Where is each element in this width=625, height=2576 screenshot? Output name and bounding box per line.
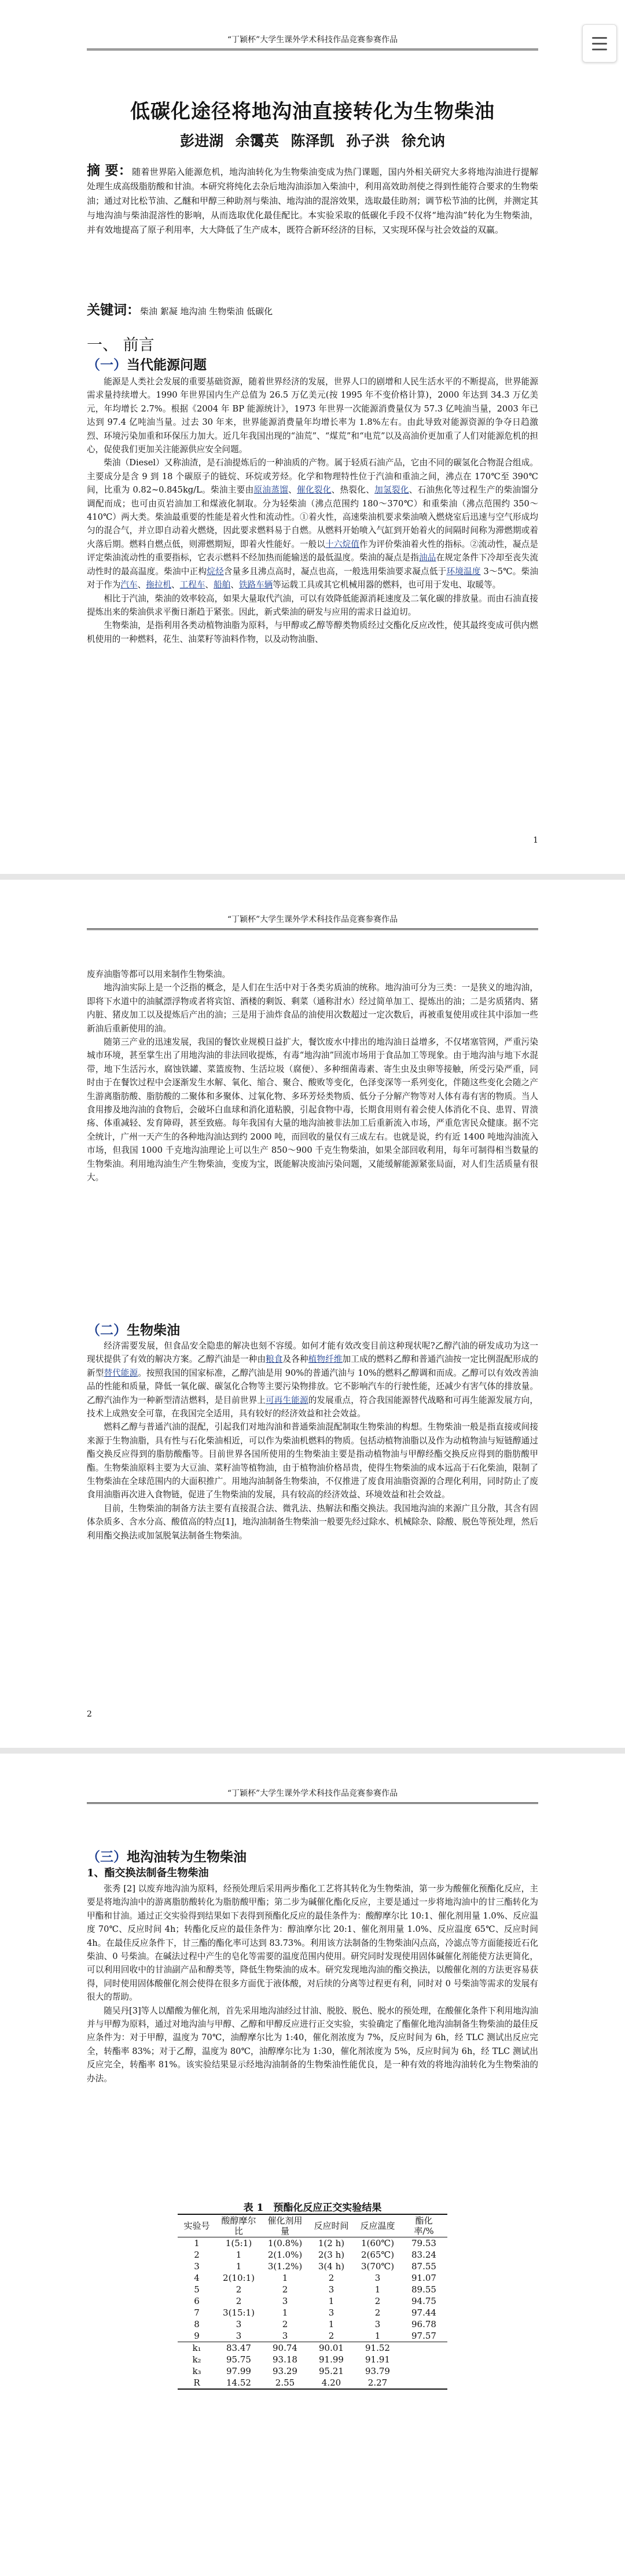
paragraph: 能源是人类社会发展的重要基础资源，随着世界经济的发展，世界人口的剧增和人民生活水平的不断提高，世界能源需求量持续增大。1990 年世界国内生产总值为 26.5 万亿美元(按 1995 年不变价格计算)，2000 年达到 34.3 万亿美元，年均增长 2.7%。根据《2004 年 BP 能源统计》，1973 年世界一次能源消费量仅为 57.3 亿吨油当量，2003 年已达到 97.4 亿吨油当量。过去 30 年来，世界能源消费量年均增长率为 1.8%左右。由此导致对能源资源的争夺日趋激烈、环境污染加重和环保压力加大。近几年我国出现的“油荒”、“煤荒”和“电荒”以及高油价更加重了人们对能源危机的担心，促使我们更加关注能源供应安全问题。 [87,377,538,455]
keywords [87,302,538,319]
table-cell: 7 [194,2307,200,2318]
table-stat-row [178,2365,447,2377]
link-plant-fiber[interactable]: 植物纤维 [308,1354,343,1365]
document-page-1 [0,0,625,874]
table-cell: 2(10:1) [223,2273,255,2283]
link-oil-product[interactable]: 油品 [419,553,436,563]
table-cell: 14.52 [216,2377,262,2389]
table-cell: 79.53 [411,2238,436,2248]
subheading-transesterification: 1、酯交换法制备生物柴油 [87,1867,209,1879]
table-cell: 91.99 [319,2354,344,2365]
column-header: 催化剂用量 [262,2214,308,2237]
table-cell: 3 [374,2273,381,2283]
table-cell: 2 [374,2296,381,2306]
table-cell: 2 [194,2250,200,2260]
table-cell: 93.29 [273,2366,297,2376]
table-cell: 3 [236,2319,242,2329]
table-cell: 95.75 [226,2354,251,2365]
subsection-number: （二） [87,1322,127,1338]
column-header: 实验号 [178,2214,215,2237]
table-cell: 6 [194,2296,200,2306]
abstract [87,163,538,237]
link-engineering-vehicle[interactable]: 工程车 [179,580,205,590]
table-cell: 1 [374,2284,381,2295]
link-tractor[interactable]: 拖拉机 [146,580,171,590]
table-cell: 95.21 [319,2366,344,2376]
column-header: 反应时间 [308,2214,355,2237]
link-catalytic-cracking[interactable]: 催化裂化 [296,485,332,495]
column-header: 酸醇摩尔比 [216,2214,262,2237]
keywords-text: 柴油 絮凝 地沟油 生物柴油 低碳化 [140,306,273,317]
table-row [178,2318,447,2330]
table-cell [401,2342,447,2354]
paragraph: 随第三产业的迅速发展，我国的餐饮业规模日益扩大，餐饮废水中排出的地沟油日益增多，不仅堵塞管网，严重污染城市环境，甚至掌生出了用地沟油的非法回收提炼，有毒“地沟油”回流市场用于食品加工等现象。由于地沟油与地下水混带，地下生活污水，腐蚀铁罐、菜篮废物、生活垃圾（腐便）、多种细菌毒素、寄生虫及虫卵等接触，所受污染严重，同时由于在餐饮过程中会逐渐发生水解、氧化、缩合、聚合、酸败等变化，色泽变深等一系列变化，伴随这些变化会随之产生游离脂肪酸、脂肪酸的二聚体和多聚体、过氧化物、多环芳烃类物质、低分子分解产物等对人体有毒有害的物质。当人食用掺及地沟油的食物后，会破坏白血球和消化道粘膜，引起食物中毒，长期食用则有着会使人体消化不良、患胃、胃溃疡、体重减轻、发育障碍，甚至致癌。每年我国有大量的地沟油被非法加工后重新流入市场，严重危害民众健康。据不完全统计，广州一天产生的各种地沟油达到约 2000 吨，而回收的量仅有三成左右。也就是说，约有近 1400 吨地沟油流入市场，但我国 1000 千克地沟油理论上可以生产 850～900 千克生物柴油，如果全部回收利用，每年可制得相当数量的生物柴油。利用地沟油生产生物柴油，变废为宝，既能解决废油污染问题，又能缓解能源紧张局面，对人们生活质量有很大。 [87,1037,538,1183]
subsection-heading-energy [87,354,538,373]
table-row [178,2295,447,2307]
table-stat-row [178,2342,447,2354]
subsection-number: （一） [87,357,127,373]
table-cell: 2(1.0%) [267,2250,303,2260]
table-row [178,2284,447,2295]
table-cell: 9 [194,2331,200,2341]
link-alternative-energy[interactable]: 替代能源 [104,1368,138,1378]
subsection-title: 地沟油转为生物柴油 [127,1849,247,1865]
table-cell: 3 [194,2261,200,2272]
running-header: “丁颖杯”大学生课外学术科技作品竞赛参赛作品 [87,34,538,50]
table-cell: 1(60℃) [361,2238,395,2248]
table-cell: 93.79 [365,2366,390,2376]
table-cell [401,2365,447,2377]
table-cell: 93.18 [273,2354,297,2365]
table-cell: 2(65℃) [361,2250,395,2260]
table-cell: 97.99 [226,2366,251,2376]
abstract-text: 随着世界陷入能源危机，地沟油转化为生物柴油变成为热门课题，国内外相关研究大多将地沟油进行提解处理生成高级脂肪酸和甘油。本研究将纯化去杂后地沟油添加入柴油中，利用高效助剂使之得到性能符合要求的生物柴油；通过对比松节油、乙醚和甲醇三种助剂与柴油、地沟油的混溶效果，选取最佳助剂；调节松节油的比例，并测定其与地沟油与柴油混溶性的影响，从而选取优化最佳配比。本实验采取的低碳化手段不仅将“地沟油”转化为生物柴油，并有效地提高了原子利用率，大大降低了生产成本，既符合新环经济的目标，又实现环保与社会效益的双赢。 [87,167,539,235]
table-cell: k₁ [178,2342,215,2354]
table-cell: 97.44 [411,2307,436,2318]
table-cell: 2.27 [355,2377,401,2389]
link-crude-distillation[interactable]: 原油蒸馏 [253,485,289,495]
paragraph: 地沟油实际上是一个泛指的概念，是人们在生活中对于各类劣质油的统称。地沟油可分为三类：一是狭义的地沟油，即将下水道中的油腻漂浮物或者将宾馆、酒楼的剩饭、剩菜（通称泔水）经过简单加工、提炼出的油；二是劣质猪肉、猪内脏、猪皮加工以及提炼后产出的油；三是用于油炸食品的油使用次数超过一定次数后，再被重复使用或往其中添加一些新油后重新使用的油。 [87,983,538,1034]
table-cell: 3(15:1) [223,2307,255,2318]
document-page-3 [0,1754,625,2576]
table-row [178,2307,447,2318]
table-cell: 1 [236,2261,242,2272]
section-heading-introduction: 一、 前言 [87,336,155,354]
keywords-label: 关键词： [87,302,140,318]
table-header-row [178,2214,447,2237]
table-cell: 1(5:1) [225,2238,252,2248]
table-cell: 83.24 [411,2250,436,2260]
link-railway-vehicle[interactable]: 铁路车辆 [238,580,273,590]
orthogonal-results-table [178,2214,447,2390]
table-1 [87,2199,538,2390]
page2-body-a [87,968,538,1185]
table-cell: 2.55 [262,2377,308,2389]
page-menu-button[interactable] [582,24,617,63]
paragraph-ethanol-gasoline: 经济需要发展，但食品安全隐患的解决也刻不容缓。如何才能有效改变目前这种现状呢?乙醇汽油的研发成功为这一现状提供了有效的解决方案。乙醇汽油是一种由粮食及各种植物纤维加工成的燃料乙醇和普通汽油按一定比例混配形成的新型替代能源。按照我国的国家标准，乙醇汽油是用 90%的普通汽油与 10%的燃料乙醇调和而成。乙醇可以有效改善油品的性能和质量，降低一氧化碳、碳氢化合物等主要污染物排放。它不影响汽车的行驶性能，还减少有害气体的排放量。乙醇汽油作为一种新型清洁燃料，是目前世界上可再生能源的发展重点，符合我国能源替代战略和可再生能源发展方向，技术上成熟安全可靠，在我国完全适用，具有较好的经济效益和社会效益。 [87,1341,538,1419]
table-cell: 1 [328,2296,334,2306]
table-cell: k₃ [192,2366,201,2376]
table-cell: 94.75 [411,2296,436,2306]
paragraph: 目前，生物柴油的制备方法主要有直接混合法、微乳法、热解法和酯交换法。我国地沟油的来源广且分散，其含有固体杂质多、含水分高、酸值高的特点[1]，地沟油制备生物柴油一般要先经过除水、机械除杂、除酸、脱色等预处理，然后利用酯交换法或加氢脱氧法制备生物柴油。 [87,1503,538,1541]
table-row [178,2237,447,2250]
link-automobile[interactable]: 汽车 [120,580,138,590]
paragraph: 相比于汽油，柴油的效率较高，如果大量取代汽油，可以有效降低能源消耗速度及二氧化碳的排放量。而由石油直接提炼出来的柴油供求平衡日渐趋于紧张。因此，新式柴油的研发与应用的需求日益迫切。 [87,593,538,617]
table-cell: 91.91 [365,2354,390,2365]
table-cell: 3 [374,2319,381,2329]
table-cell: 2 [236,2284,242,2295]
table-row [178,2330,447,2342]
table-cell [401,2377,447,2389]
table-cell: 97.57 [411,2331,436,2341]
subsection-heading-biodiesel [87,1320,538,1339]
table-cell: 2(3 h) [318,2250,345,2260]
paragraph: 燃料乙醇与普通汽油的混配，引起我们对地沟油和普通柴油混配制取生物柴油的构想。生物柴油一般是指直接或间接来源于生物油脂，具有性与石化柴油相近，可以作为柴油机燃料的物质。包括动植物油脂以及作为动植物油与短链醇通过酯交换反应得到的脂肪酸酯等。目前世界各国所使用的生物柴油主要是指动植物油与甲醇经酯交换反应得到的脂肪酸甲酯。生物柴油原料主要为大豆油、菜籽油等植物油，由于植物油价格昂贵，使得生物柴油的成本远高于石化柴油，限制了生物柴油在全球范围内的大面积推广。用地沟油制备生物柴油，不仅推进了废食用油脂资源的合理化利用，同时防止了废食用油脂再次进入食物链，促进了生物柴油的发展，具有较高的经济效益、环境效益和社会效益。 [87,1422,538,1500]
table-caption: 表 1 预酯化反应正交实验结果 [243,2202,382,2214]
running-header: “丁颖杯”大学生课外学术科技作品竞赛参赛作品 [87,913,538,930]
table-row [178,2249,447,2261]
table-stat-row [178,2354,447,2365]
page-number: 1 [533,836,538,845]
table-cell: 3(70℃) [361,2261,395,2272]
link-hydrocracking[interactable]: 加氢裂化 [374,485,409,495]
table-cell: 3 [236,2331,242,2341]
table-cell: 1(2 h) [318,2238,345,2248]
table-cell: 3 [328,2284,334,2295]
running-header: “丁颖杯”大学生课外学术科技作品竞赛参赛作品 [87,1787,538,1804]
table-cell: 3 [282,2331,288,2341]
link-ship[interactable]: 船舶 [214,580,231,590]
table-cell: k₂ [192,2354,201,2365]
page2-body-b [87,1339,538,1542]
table-cell: 1 [282,2273,288,2283]
table-row [178,2261,447,2272]
table-cell: 2 [282,2284,288,2295]
menu-line-icon [592,49,607,50]
table-cell: 90.01 [308,2342,355,2354]
table-cell: 3(4 h) [318,2261,345,2272]
link-cetane-number[interactable]: 十六烷值 [325,539,359,549]
menu-line-icon [592,43,607,45]
page3-body [87,1882,538,2085]
table-cell: 1 [194,2238,200,2248]
link-grain[interactable]: 粮食 [266,1354,283,1365]
table-cell: 2 [328,2273,334,2283]
document-title: 低碳化途径将地沟油直接转化为生物柴油 [130,100,495,123]
table-cell: 2 [374,2307,381,2318]
table-cell: 91.07 [411,2273,436,2283]
table-cell: 3(1.2%) [267,2261,303,2272]
table-cell: 89.55 [411,2284,436,2295]
table-cell: 87.55 [411,2261,436,2272]
column-header: 酯化率/% [401,2214,447,2237]
table-cell: 90.74 [262,2342,308,2354]
abstract-label: 摘 要： [87,163,133,178]
table-cell: 2 [236,2296,242,2306]
paragraph: 随吴丹[3]等人以醋酸为催化剂，首先采用地沟油经过甘油、脱胶、脱色、脱水的预处理，在酸催化条件下利用地沟油并与甲醇为原料，通过对地沟油与甲醇、乙醇和甲醇反应进行正交实验，实验确定了酯催化地沟油制备生物柴油的最佳反应条件为：对于甲醇，温度为 70℃，油醇摩尔比为 1:40，催化剂浓度为 7%，反应时间为 6h，经 TLC 测试出反应完全，转酯率 83%；对于乙醇，温度为 80℃，油醇摩尔比为 1:30，催化剂浓度为 5%，反应时间为 6h，经 TLC 测试出反应完全，转酯率 81%。该实验结果显示经地沟油制备的生物柴油性能优良，是一种有效的将地沟油转化为生物柴油的办法。 [87,2005,538,2083]
table-cell: 3 [328,2307,334,2318]
link-renewable-energy[interactable]: 可再生能源 [266,1395,308,1405]
table-cell: 1 [282,2307,288,2318]
table-cell: 1(0.8%) [267,2238,303,2248]
paragraph-diesel: 柴油（Diesel）又称油渣，是石油提炼后的一种油质的产物。属于轻质石油产品，它由不同的碳氢化合物混合组成。主要成分是含 9 到 18 个碳原子的链烷、环烷或芳烃。化学和物理特性位于汽油和重油之间，沸点在 170℃至 390℃间，比重为 0.82~0.845kg/L。柴油主要由原油蒸馏、催化裂化、热裂化、加氢裂化、石油焦化等过程生产的柴油馏分调配而成；也可由页岩油加工和煤液化制取。分为轻柴油（沸点范围约 180～370℃）和重柴油（沸点范围约 350～410℃）两大类。柴油最重要的性能是着火性和流动性。①着火性，高速柴油机要求柴油喷入燃烧室后迅速与空气形成均匀的混合气，并立即自动着火燃烧，因此要求燃料易于自燃。从燃料开始喷入气缸到开始着火的间隔时间称为滞燃期或着火落后期。燃料自燃点低，则滞燃期短，即着火性能好。一般以十六烷值作为评价柴油着火性的指标。②流动性，凝点是评定柴油流动性的重要指标，它表示燃料不经加热而能输送的最低温度。柴油的凝点是指油品在规定条件下冷却至丧失流动性时的最高温度。柴油中正构烷烃含量多且沸点高时，凝点也高，一般选用柴油要求凝点低于环境温度 3～5℃。柴油对于作为汽车、拖拉机、工程车、船舶、铁路车辆等运载工具或其它机械用器的燃料，也可用于发电、取暖等。 [87,458,538,590]
table-cell: 8 [194,2319,200,2329]
link-ambient-temperature[interactable]: 环境温度 [446,566,481,576]
table-cell: 2 [282,2319,288,2329]
table-cell: 4.20 [308,2377,355,2389]
subsection-heading-conversion [87,1846,538,1865]
subsection-number: （三） [87,1849,127,1865]
table-cell: 1 [236,2250,242,2260]
document-page-2 [0,880,625,1748]
author-list: 彭进湖 余霭英 陈泽凯 孙子洪 徐允讷 [180,133,445,149]
table-cell: 1 [374,2331,381,2341]
table-cell: 91.52 [355,2342,401,2354]
table-cell: 5 [194,2284,200,2295]
menu-line-icon [592,37,607,39]
page-number: 2 [87,1710,92,1719]
table-cell: 4 [194,2273,200,2283]
subsection-title: 生物柴油 [127,1322,180,1338]
link-alkane[interactable]: 烷烃 [207,566,224,576]
subsection-title: 当代能源问题 [127,357,207,373]
table-stat-row [178,2377,447,2389]
table-cell: 3 [282,2296,288,2306]
table-cell: 96.78 [411,2319,436,2329]
paragraph: 废弃油脂等都可以用来制作生物柴油。 [87,969,231,979]
table-cell: 1 [328,2319,334,2329]
table-cell [401,2354,447,2365]
intro-body [87,375,538,646]
table-cell: R [178,2377,215,2389]
column-header: 反应温度 [355,2214,401,2237]
paragraph: 张秀 [2] 以废弃地沟油为原料，经预处理后采用两步酯化工艺将其转化为生物柴油，第一步为酸催化预酯化反应，主要是将地沟油中的游离脂肪酸转化为脂肪酸甲酯；第二步为碱催化酯化反应，主要是通过一步将地沟油中的甘三酯转化为甲酯和甘油。通过正交实验得到结果如下表得到预酯化反应的最佳条件为：酸醇摩尔比 10:1、催化剂用量 1.0%、反应温度 70℃、反应时间 4h；转酯化反应的最佳条件为：醇油摩尔比 20:1、催化剂用量 1.0%、反应温度 65℃、反应时间 4h。在最佳反应条件下，甘三酯的酯化率可达到 83.73%。利用该方法制备的生物柴油闪点高，冷滤点等方面能接近石化柴油、0 号柴油。在碱法过程中产生的皂化等需要的温度范围内使用。研究同时发现使用固体碱催化剂能使方法更简化，可以利用回收中的甘油副产品和醇类等，降低生物柴油的成本。研究发现地沟油的酯交换法，以酸催化剂的方法更容易获得，同时使用固体酸催化剂会使得在很多方面优于液体酸，对后续的分离等过程更有利，同时对 0 号柴油等需求的发展有很大的帮助。 [87,1884,538,2002]
table-cell: 2 [328,2331,334,2341]
table-cell: 83.47 [216,2342,262,2354]
table-row [178,2272,447,2284]
paragraph: 生物柴油，是指利用各类动植物油脂为原料，与甲醇或乙醇等醇类物质经过交酯化反应改性，使其最终变成可供内燃机使用的一种燃料，花生、油菜籽等油料作物，以及动物油脂、 [87,620,538,644]
